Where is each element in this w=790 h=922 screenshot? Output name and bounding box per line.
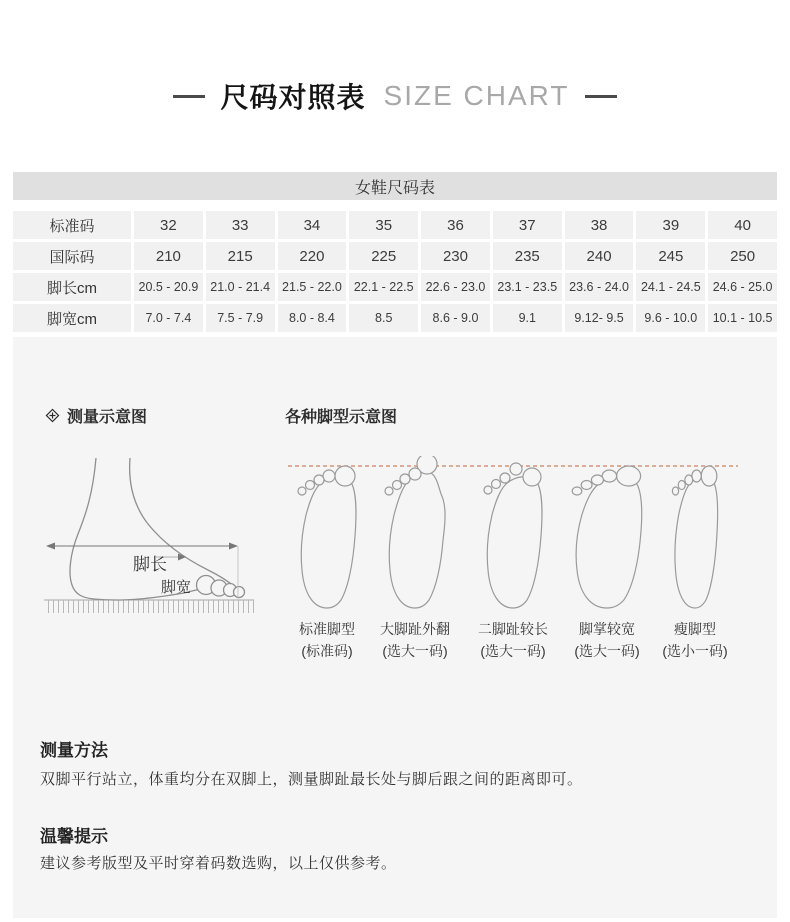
foot-types-heading-label: 各种脚型示意图 xyxy=(285,409,398,426)
table-cell: 7.5 - 7.9 xyxy=(206,304,275,332)
diamond-plus-icon xyxy=(44,407,61,424)
foot-type-label: 大脚趾外翻 (选大一码) xyxy=(380,621,450,659)
table-row-label: 脚宽cm xyxy=(13,304,131,332)
measure-heading-label: 测量示意图 xyxy=(67,409,148,426)
table-cell: 36 xyxy=(421,211,490,239)
foot-long-second-toe xyxy=(484,463,542,608)
table-row-label: 脚长cm xyxy=(13,273,131,301)
table-cell: 37 xyxy=(493,211,562,239)
table-cell: 39 xyxy=(636,211,705,239)
table-cell: 22.1 - 22.5 xyxy=(349,273,418,301)
page-title xyxy=(0,76,790,116)
table-cell: 8.5 xyxy=(349,304,418,332)
table-cell: 21.0 - 21.4 xyxy=(206,273,275,301)
table-cell: 10.1 - 10.5 xyxy=(708,304,777,332)
table-header-band: 女鞋尺码表 xyxy=(13,172,777,200)
foot-outline xyxy=(70,458,245,600)
table-cell: 35 xyxy=(349,211,418,239)
table-row-label: 标准码 xyxy=(13,211,131,239)
table-cell: 250 xyxy=(708,242,777,270)
foot-type-label: 脚掌较宽 (选大一码) xyxy=(574,621,640,659)
size-table xyxy=(13,211,777,332)
foot-types-illustration xyxy=(285,456,745,618)
foot-width-label: 脚宽 xyxy=(160,579,192,596)
tips-text: 建议参考版型及平时穿着码数选购，以上仅供参考。 xyxy=(40,855,397,872)
table-row-label: 国际码 xyxy=(13,242,131,270)
table-cell: 9.1 xyxy=(493,304,562,332)
method-text: 双脚平行站立，体重均分在双脚上，测量脚趾最长处与脚后跟之间的距离即可。 xyxy=(40,771,583,788)
table-cell: 22.6 - 23.0 xyxy=(421,273,490,301)
foot-bunion xyxy=(385,456,445,608)
table-cell: 40 xyxy=(708,211,777,239)
table-cell: 230 xyxy=(421,242,490,270)
tips-heading: 温馨提示 xyxy=(40,827,108,846)
table-cell: 245 xyxy=(636,242,705,270)
table-cell: 235 xyxy=(493,242,562,270)
foot-types-heading xyxy=(285,404,397,427)
table-cell: 215 xyxy=(206,242,275,270)
table-cell: 7.0 - 7.4 xyxy=(134,304,203,332)
table-cell: 24.1 - 24.5 xyxy=(636,273,705,301)
title-right-dash xyxy=(585,95,617,98)
table-cell: 220 xyxy=(278,242,347,270)
foot-standard xyxy=(298,466,356,608)
table-cell: 38 xyxy=(565,211,634,239)
method-heading: 测量方法 xyxy=(40,741,108,760)
table-cell: 33 xyxy=(206,211,275,239)
title-cn: 尺码对照表 xyxy=(220,82,366,113)
table-cell: 9.6 - 10.0 xyxy=(636,304,705,332)
foot-side-view-illustration xyxy=(38,458,260,620)
table-cell: 8.0 - 8.4 xyxy=(278,304,347,332)
table-cell: 34 xyxy=(278,211,347,239)
table-cell: 240 xyxy=(565,242,634,270)
table-cell: 210 xyxy=(134,242,203,270)
title-en: SIZE CHART xyxy=(383,80,570,111)
table-cell: 23.6 - 24.0 xyxy=(565,273,634,301)
table-cell: 32 xyxy=(134,211,203,239)
table-cell: 24.6 - 25.0 xyxy=(708,273,777,301)
foot-type-label: 瘦脚型 (选小一码) xyxy=(662,621,728,659)
foot-type-label: 标准脚型 (标准码) xyxy=(299,621,355,659)
table-cell: 225 xyxy=(349,242,418,270)
measure-section-heading xyxy=(44,404,147,427)
table-cell: 9.12- 9.5 xyxy=(565,304,634,332)
table-cell: 21.5 - 22.0 xyxy=(278,273,347,301)
table-cell: 8.6 - 9.0 xyxy=(421,304,490,332)
foot-type-label: 二脚趾较长 (选大一码) xyxy=(478,621,548,659)
table-cell: 23.1 - 23.5 xyxy=(493,273,562,301)
ruler-graphic xyxy=(44,600,254,613)
table-cell: 20.5 - 20.9 xyxy=(134,273,203,301)
foot-wide xyxy=(572,466,642,608)
foot-length-label: 脚长 xyxy=(133,555,167,574)
title-left-dash xyxy=(173,95,205,98)
foot-thin xyxy=(672,466,717,608)
